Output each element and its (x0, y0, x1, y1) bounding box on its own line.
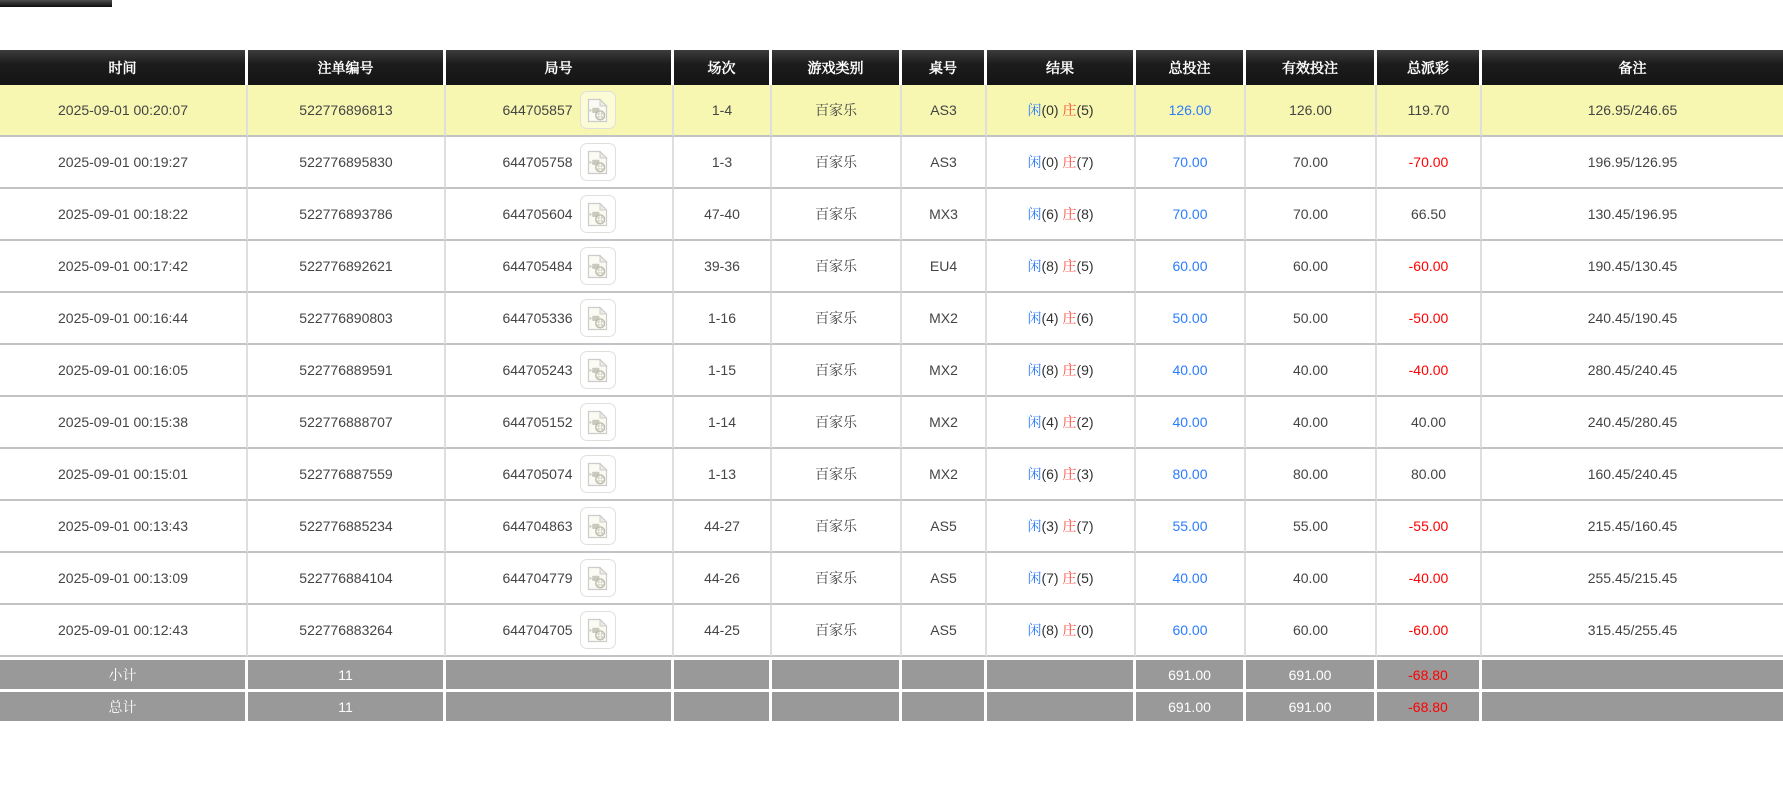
cell-time: 2025-09-01 00:16:44 (0, 293, 248, 345)
cell-table-no: AS3 (902, 85, 987, 137)
cell-session: 1-16 (674, 293, 772, 345)
round-number: 644705336 (502, 310, 573, 326)
player-result-label: 闲 (1027, 206, 1042, 222)
cell-session: 44-25 (674, 605, 772, 657)
footer-payout: -68.80 (1377, 657, 1482, 689)
cell-bet-id: 522776888707 (248, 397, 446, 449)
footer-empty (772, 657, 902, 689)
cell-bet-id: 522776890803 (248, 293, 446, 345)
column-header-payout: 总派彩 (1377, 50, 1482, 85)
cell-remark: 255.45/215.45 (1482, 553, 1783, 605)
banker-result-label: 庄 (1062, 570, 1077, 586)
cell-table-no: AS5 (902, 501, 987, 553)
cell-remark: 126.95/246.65 (1482, 85, 1783, 137)
cell-valid-bet: 40.00 (1246, 553, 1377, 605)
cell-payout: -50.00 (1377, 293, 1482, 345)
round-number-group (502, 559, 615, 597)
footer-row-subtotal (0, 657, 1783, 689)
column-header-total-bet: 总投注 (1136, 50, 1246, 85)
round-number-group (502, 455, 615, 493)
cell-total-bet: 70.00 (1136, 137, 1246, 189)
cell-remark: 240.45/280.45 (1482, 397, 1783, 449)
video-file-icon (587, 202, 608, 227)
player-result-value: (3) (1041, 518, 1063, 534)
footer-valid-bet: 691.00 (1246, 657, 1377, 689)
cell-payout: -40.00 (1377, 553, 1482, 605)
footer-empty (446, 657, 674, 689)
table-row[interactable] (0, 241, 1783, 293)
banker-result-value: (6) (1076, 310, 1094, 326)
banker-result-label: 庄 (1062, 518, 1077, 534)
round-number: 644705074 (502, 466, 573, 482)
column-header-valid-bet: 有效投注 (1246, 50, 1377, 85)
round-number: 644705484 (502, 258, 573, 274)
banker-result-label: 庄 (1062, 622, 1077, 638)
video-file-icon (587, 254, 608, 279)
cell-session: 1-14 (674, 397, 772, 449)
banker-result-value: (3) (1076, 466, 1094, 482)
cell-valid-bet: 40.00 (1246, 397, 1377, 449)
cell-bet-id: 522776885234 (248, 501, 446, 553)
footer-label: 小计 (0, 657, 248, 689)
cell-payout: 66.50 (1377, 189, 1482, 241)
cell-table-no: MX3 (902, 189, 987, 241)
cell-payout: 119.70 (1377, 85, 1482, 137)
cell-bet-id: 522776883264 (248, 605, 446, 657)
cell-remark: 160.45/240.45 (1482, 449, 1783, 501)
round-number-group (502, 299, 615, 337)
table-row[interactable] (0, 137, 1783, 189)
video-file-icon (587, 150, 608, 175)
cell-table-no: MX2 (902, 345, 987, 397)
cell-result (987, 605, 1136, 657)
round-number: 644704863 (502, 518, 573, 534)
banker-result-value: (7) (1076, 518, 1094, 534)
cell-result (987, 137, 1136, 189)
round-number-group (502, 403, 615, 441)
video-file-icon (587, 98, 608, 123)
cell-total-bet: 40.00 (1136, 397, 1246, 449)
cell-session: 47-40 (674, 189, 772, 241)
video-file-icon (587, 566, 608, 591)
banker-result-value: (5) (1076, 258, 1094, 274)
player-result-label: 闲 (1027, 414, 1042, 430)
table-row[interactable] (0, 85, 1783, 137)
round-number: 644705857 (502, 102, 573, 118)
video-replay-button[interactable] (580, 351, 616, 389)
footer-total-bet: 691.00 (1136, 689, 1246, 721)
footer-row-grand-total (0, 689, 1783, 721)
round-number-group (502, 247, 615, 285)
cell-round (446, 605, 674, 657)
cell-remark: 190.45/130.45 (1482, 241, 1783, 293)
footer-total-bet: 691.00 (1136, 657, 1246, 689)
round-number-group (502, 195, 615, 233)
cell-table-no: AS5 (902, 605, 987, 657)
cell-table-no: EU4 (902, 241, 987, 293)
video-file-icon (587, 514, 608, 539)
player-result-value: (4) (1041, 310, 1063, 326)
top-left-fragment (0, 0, 112, 7)
player-result-value: (8) (1041, 362, 1063, 378)
cell-payout: -55.00 (1377, 501, 1482, 553)
footer-payout: -68.80 (1377, 689, 1482, 721)
player-result-label: 闲 (1027, 102, 1042, 118)
cell-session: 1-15 (674, 345, 772, 397)
column-header-bet-id: 注单编号 (248, 50, 446, 85)
round-number-group (502, 143, 615, 181)
cell-valid-bet: 70.00 (1246, 189, 1377, 241)
player-result-label: 闲 (1027, 310, 1042, 326)
table-row[interactable] (0, 345, 1783, 397)
cell-result (987, 501, 1136, 553)
table-row[interactable] (0, 293, 1783, 345)
video-replay-button[interactable] (580, 611, 616, 649)
cell-table-no: MX2 (902, 397, 987, 449)
video-replay-button[interactable] (580, 507, 616, 545)
banker-result-value: (5) (1076, 570, 1094, 586)
footer-count: 11 (248, 689, 446, 721)
banker-result-value: (7) (1076, 154, 1094, 170)
cell-result (987, 189, 1136, 241)
cell-time: 2025-09-01 00:15:01 (0, 449, 248, 501)
cell-total-bet: 40.00 (1136, 345, 1246, 397)
player-result-label: 闲 (1027, 518, 1042, 534)
cell-valid-bet: 80.00 (1246, 449, 1377, 501)
banker-result-value: (2) (1076, 414, 1094, 430)
banker-result-label: 庄 (1062, 362, 1077, 378)
table-row[interactable] (0, 605, 1783, 657)
table-row[interactable] (0, 501, 1783, 553)
column-header-remark: 备注 (1482, 50, 1783, 85)
cell-payout: -60.00 (1377, 241, 1482, 293)
round-number-group (502, 91, 615, 129)
player-result-label: 闲 (1027, 258, 1042, 274)
video-replay-button[interactable] (580, 143, 616, 181)
player-result-value: (6) (1041, 466, 1063, 482)
cell-bet-id: 522776893786 (248, 189, 446, 241)
video-replay-button[interactable] (580, 247, 616, 285)
cell-payout: -70.00 (1377, 137, 1482, 189)
round-number: 644704705 (502, 622, 573, 638)
cell-remark: 240.45/190.45 (1482, 293, 1783, 345)
player-result-value: (4) (1041, 414, 1063, 430)
cell-payout: 80.00 (1377, 449, 1482, 501)
cell-payout: -60.00 (1377, 605, 1482, 657)
cell-game-type: 百家乐 (772, 605, 902, 657)
cell-bet-id: 522776895830 (248, 137, 446, 189)
footer-empty (674, 689, 772, 721)
footer-remark (1482, 657, 1783, 689)
cell-table-no: AS5 (902, 553, 987, 605)
cell-time: 2025-09-01 00:12:43 (0, 605, 248, 657)
cell-round (446, 449, 674, 501)
player-result-label: 闲 (1027, 622, 1042, 638)
cell-round (446, 85, 674, 137)
cell-result (987, 397, 1136, 449)
cell-remark: 130.45/196.95 (1482, 189, 1783, 241)
column-header-table-no: 桌号 (902, 50, 987, 85)
bet-records-table (0, 50, 1783, 721)
video-replay-button[interactable] (580, 195, 616, 233)
banker-result-label: 庄 (1062, 414, 1077, 430)
footer-empty (674, 657, 772, 689)
column-header-round: 局号 (446, 50, 674, 85)
cell-result (987, 449, 1136, 501)
cell-time: 2025-09-01 00:13:09 (0, 553, 248, 605)
footer-valid-bet: 691.00 (1246, 689, 1377, 721)
cell-result (987, 293, 1136, 345)
cell-time: 2025-09-01 00:19:27 (0, 137, 248, 189)
video-file-icon (587, 618, 608, 643)
player-result-label: 闲 (1027, 154, 1042, 170)
column-header-game-type: 游戏类别 (772, 50, 902, 85)
cell-game-type: 百家乐 (772, 189, 902, 241)
round-number: 644704779 (502, 570, 573, 586)
banker-result-value: (0) (1076, 622, 1094, 638)
cell-session: 1-4 (674, 85, 772, 137)
column-header-time: 时间 (0, 50, 248, 85)
column-header-result: 结果 (987, 50, 1136, 85)
round-number-group (502, 507, 615, 545)
video-file-icon (587, 358, 608, 383)
cell-round (446, 137, 674, 189)
video-replay-button[interactable] (580, 403, 616, 441)
footer-empty (446, 689, 674, 721)
round-number: 644705604 (502, 206, 573, 222)
cell-time: 2025-09-01 00:20:07 (0, 85, 248, 137)
table-row[interactable] (0, 553, 1783, 605)
player-result-value: (7) (1041, 570, 1063, 586)
cell-payout: -40.00 (1377, 345, 1482, 397)
cell-round (446, 345, 674, 397)
cell-table-no: MX2 (902, 293, 987, 345)
banker-result-label: 庄 (1062, 154, 1077, 170)
player-result-label: 闲 (1027, 570, 1042, 586)
cell-remark: 215.45/160.45 (1482, 501, 1783, 553)
cell-bet-id: 522776892621 (248, 241, 446, 293)
cell-bet-id: 522776889591 (248, 345, 446, 397)
cell-total-bet: 126.00 (1136, 85, 1246, 137)
cell-session: 39-36 (674, 241, 772, 293)
banker-result-label: 庄 (1062, 466, 1077, 482)
footer-empty (902, 689, 987, 721)
header-row (0, 50, 1783, 85)
cell-round (446, 553, 674, 605)
video-file-icon (587, 462, 608, 487)
cell-valid-bet: 60.00 (1246, 605, 1377, 657)
cell-valid-bet: 55.00 (1246, 501, 1377, 553)
cell-result (987, 241, 1136, 293)
cell-time: 2025-09-01 00:13:43 (0, 501, 248, 553)
player-result-value: (8) (1041, 258, 1063, 274)
video-replay-button[interactable] (580, 559, 616, 597)
video-replay-button[interactable] (580, 299, 616, 337)
cell-game-type: 百家乐 (772, 137, 902, 189)
cell-round (446, 189, 674, 241)
banker-result-label: 庄 (1062, 206, 1077, 222)
table-row[interactable] (0, 397, 1783, 449)
player-result-value: (8) (1041, 622, 1063, 638)
video-replay-button[interactable] (580, 91, 616, 129)
cell-game-type: 百家乐 (772, 449, 902, 501)
cell-total-bet: 70.00 (1136, 189, 1246, 241)
cell-session: 1-3 (674, 137, 772, 189)
footer-empty (772, 689, 902, 721)
cell-valid-bet: 50.00 (1246, 293, 1377, 345)
player-result-value: (6) (1041, 206, 1063, 222)
cell-remark: 315.45/255.45 (1482, 605, 1783, 657)
cell-bet-id: 522776884104 (248, 553, 446, 605)
footer-empty (987, 657, 1136, 689)
round-number: 644705758 (502, 154, 573, 170)
cell-bet-id: 522776896813 (248, 85, 446, 137)
video-file-icon (587, 306, 608, 331)
cell-result (987, 553, 1136, 605)
player-result-label: 闲 (1027, 466, 1042, 482)
cell-total-bet: 80.00 (1136, 449, 1246, 501)
cell-remark: 196.95/126.95 (1482, 137, 1783, 189)
cell-total-bet: 60.00 (1136, 241, 1246, 293)
column-header-session: 场次 (674, 50, 772, 85)
cell-total-bet: 60.00 (1136, 605, 1246, 657)
footer-empty (987, 689, 1136, 721)
cell-total-bet: 40.00 (1136, 553, 1246, 605)
cell-game-type: 百家乐 (772, 501, 902, 553)
cell-payout: 40.00 (1377, 397, 1482, 449)
cell-time: 2025-09-01 00:18:22 (0, 189, 248, 241)
cell-game-type: 百家乐 (772, 85, 902, 137)
cell-table-no: AS3 (902, 137, 987, 189)
cell-time: 2025-09-01 00:15:38 (0, 397, 248, 449)
cell-game-type: 百家乐 (772, 553, 902, 605)
cell-remark: 280.45/240.45 (1482, 345, 1783, 397)
table-row[interactable] (0, 189, 1783, 241)
table-footer (0, 657, 1783, 721)
video-file-icon (587, 410, 608, 435)
round-number: 644705152 (502, 414, 573, 430)
banker-result-value: (5) (1076, 102, 1094, 118)
cell-round (446, 501, 674, 553)
cell-round (446, 293, 674, 345)
footer-label: 总计 (0, 689, 248, 721)
round-number: 644705243 (502, 362, 573, 378)
cell-round (446, 397, 674, 449)
cell-session: 44-26 (674, 553, 772, 605)
cell-total-bet: 50.00 (1136, 293, 1246, 345)
cell-valid-bet: 60.00 (1246, 241, 1377, 293)
banker-result-value: (9) (1076, 362, 1094, 378)
cell-round (446, 241, 674, 293)
cell-session: 44-27 (674, 501, 772, 553)
cell-time: 2025-09-01 00:16:05 (0, 345, 248, 397)
table-body (0, 85, 1783, 657)
cell-game-type: 百家乐 (772, 345, 902, 397)
table-row[interactable] (0, 449, 1783, 501)
cell-game-type: 百家乐 (772, 397, 902, 449)
player-result-value: (0) (1041, 154, 1063, 170)
cell-session: 1-13 (674, 449, 772, 501)
cell-valid-bet: 126.00 (1246, 85, 1377, 137)
player-result-value: (0) (1041, 102, 1063, 118)
banker-result-label: 庄 (1062, 258, 1077, 274)
cell-valid-bet: 40.00 (1246, 345, 1377, 397)
banker-result-label: 庄 (1062, 102, 1077, 118)
video-replay-button[interactable] (580, 455, 616, 493)
footer-count: 11 (248, 657, 446, 689)
cell-total-bet: 55.00 (1136, 501, 1246, 553)
cell-game-type: 百家乐 (772, 293, 902, 345)
banker-result-label: 庄 (1062, 310, 1077, 326)
footer-empty (902, 657, 987, 689)
round-number-group (502, 611, 615, 649)
cell-result (987, 85, 1136, 137)
footer-remark (1482, 689, 1783, 721)
cell-result (987, 345, 1136, 397)
cell-bet-id: 522776887559 (248, 449, 446, 501)
banker-result-value: (8) (1076, 206, 1094, 222)
player-result-label: 闲 (1027, 362, 1042, 378)
cell-time: 2025-09-01 00:17:42 (0, 241, 248, 293)
round-number-group (502, 351, 615, 389)
cell-valid-bet: 70.00 (1246, 137, 1377, 189)
cell-table-no: MX2 (902, 449, 987, 501)
cell-game-type: 百家乐 (772, 241, 902, 293)
